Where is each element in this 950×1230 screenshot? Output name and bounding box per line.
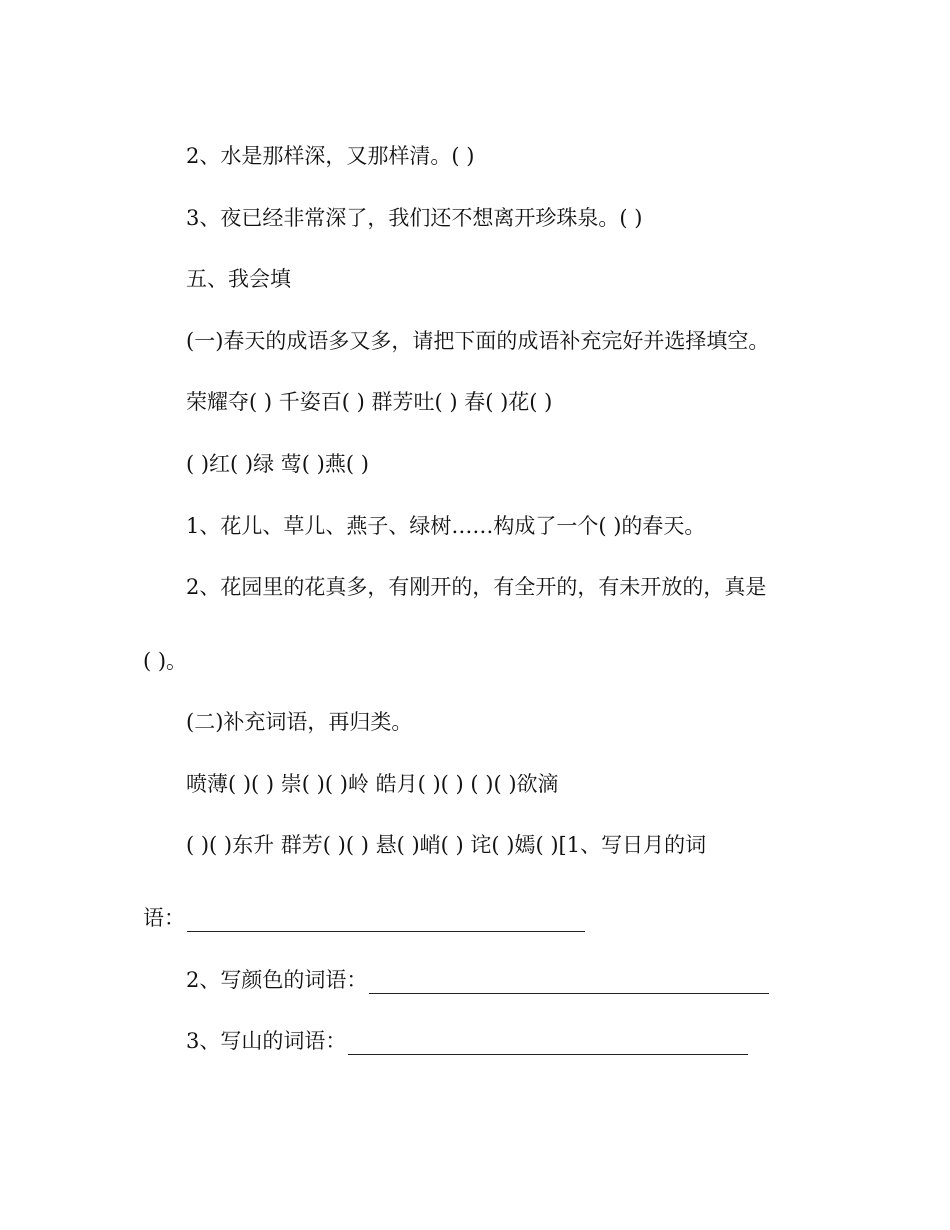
subsection-2-instruction: (二)补充词语，再归类。	[186, 710, 413, 734]
fill-question-2-continued: ( )。	[143, 649, 188, 673]
idiom-row-1: 荣耀夺( ) 千姿百( ) 群芳吐( ) 春( )花( )	[186, 390, 553, 414]
word-row-1: 喷薄( )( ) 崇( )( )岭 皓月( )( ) ( )( )欲滴	[186, 772, 559, 796]
idiom-row-2: ( )红( )绿 莺( )燕( )	[186, 452, 369, 476]
category-color	[186, 966, 769, 994]
section-5-heading: 五、我会填	[186, 267, 291, 291]
category-mountain-label: 3、写山的词语：	[186, 1029, 347, 1053]
answer-blank-color[interactable]	[369, 973, 769, 994]
category-mountain	[186, 1027, 748, 1055]
answer-blank-sun-moon[interactable]	[187, 911, 585, 932]
fill-question-1: 1、花儿、草儿、燕子、绿树……构成了一个( )的春天。	[186, 514, 706, 538]
question-3-night: 3、夜已经非常深了，我们还不想离开珍珠泉。( )	[186, 206, 643, 230]
category-color-label: 2、写颜色的词语：	[186, 968, 368, 992]
category-sun-moon	[143, 904, 585, 932]
subsection-1-instruction: (一)春天的成语多又多，请把下面的成语补充完好并选择填空。	[186, 329, 770, 353]
fill-question-2: 2、花园里的花真多，有刚开的，有全开的，有未开放的，真是	[186, 575, 767, 599]
answer-blank-mountain[interactable]	[348, 1034, 748, 1055]
question-2-water: 2、水是那样深，又那样清。( )	[186, 144, 475, 168]
category-sun-moon-label: 语：	[143, 906, 185, 930]
word-row-2: ( )( )东升 群芳( )( ) 悬( )峭( ) 诧( )嫣( )[1、写日月的词	[186, 833, 707, 857]
